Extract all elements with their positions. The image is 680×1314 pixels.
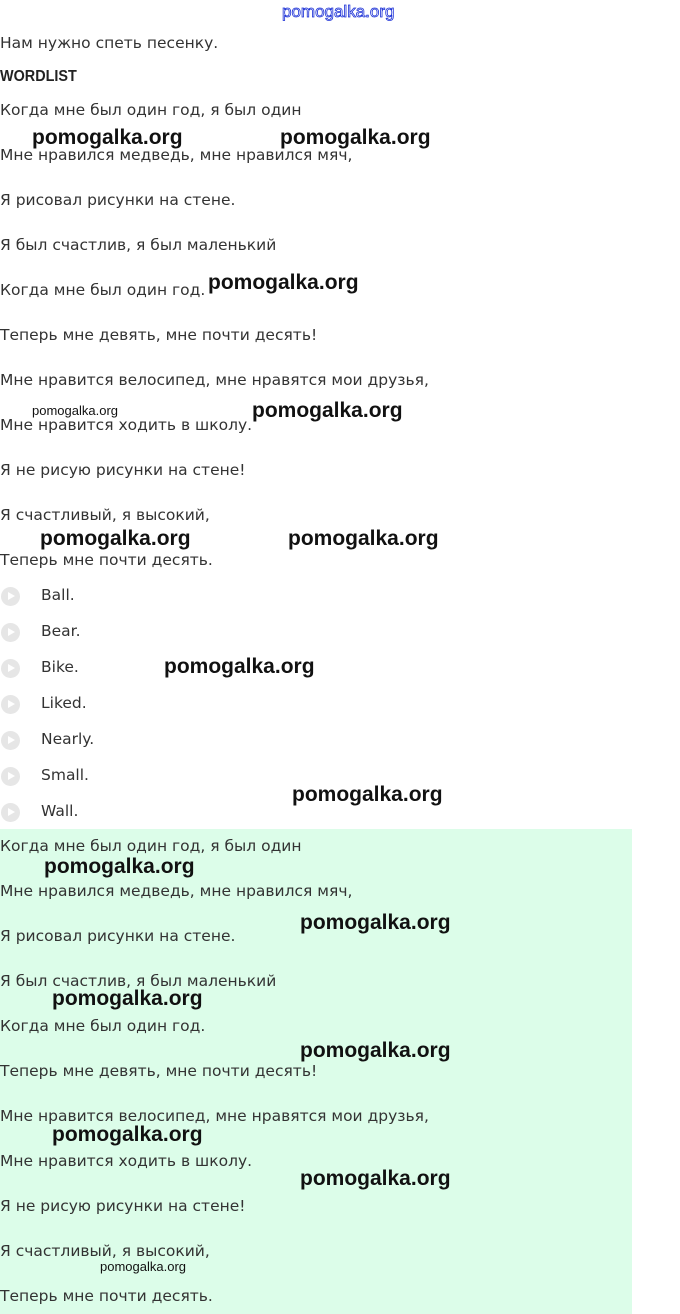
watermark: pomogalka.org <box>32 126 183 149</box>
answer-line: Когда мне был один год, я был один <box>0 837 302 855</box>
word-item-nearly <box>0 730 200 752</box>
lyric-line: Мне нравится ходить в школу. <box>0 416 253 434</box>
lyric-line: Мне нравился медведь, мне нравился мяч, <box>0 146 353 164</box>
watermark: pomogalka.org <box>44 855 195 878</box>
lyric-line: Я счастливый, я высокий, <box>0 506 210 524</box>
word-item-wall <box>0 802 200 824</box>
intro-text: Нам нужно спеть песенку. <box>0 34 219 52</box>
lyric-line: Теперь мне почти десять. <box>0 551 213 569</box>
answer-line: Теперь мне почти десять. <box>0 1287 213 1305</box>
watermark: pomogalka.org <box>164 655 315 678</box>
word-label: Wall. <box>41 802 79 820</box>
play-icon[interactable] <box>1 623 20 642</box>
word-label: Liked. <box>41 694 87 712</box>
play-icon[interactable] <box>1 695 20 714</box>
play-icon[interactable] <box>1 659 20 678</box>
watermark: pomogalka.org <box>32 403 118 418</box>
watermark: pomogalka.org <box>40 527 191 550</box>
wordlist-heading: WORDLIST <box>0 68 77 85</box>
watermark: pomogalka.org <box>300 1039 451 1062</box>
word-item-bear <box>0 622 200 644</box>
word-item-ball <box>0 586 200 608</box>
watermark: pomogalka.org <box>288 527 439 550</box>
lyric-line: Когда мне был один год. <box>0 281 206 299</box>
lyric-line: Я не рисую рисунки на стене! <box>0 461 246 479</box>
answer-line: Я счастливый, я высокий, <box>0 1242 210 1260</box>
word-item-liked <box>0 694 200 716</box>
watermark: pomogalka.org <box>52 1123 203 1146</box>
word-label: Ball. <box>41 586 75 604</box>
play-icon[interactable] <box>1 731 20 750</box>
word-label: Bear. <box>41 622 81 640</box>
watermark: pomogalka.org <box>280 126 431 149</box>
watermark: pomogalka.org <box>292 783 443 806</box>
word-label: Bike. <box>41 658 79 676</box>
watermark: pomogalka.org <box>300 911 451 934</box>
answer-line: Я был счастлив, я был маленький <box>0 972 277 990</box>
watermark: pomogalka.org <box>100 1259 186 1274</box>
play-icon[interactable] <box>1 803 20 822</box>
answer-line: Я не рисую рисунки на стене! <box>0 1197 246 1215</box>
watermark: pomogalka.org <box>208 271 359 294</box>
lyric-line: Когда мне был один год, я был один <box>0 101 302 119</box>
lyric-line: Я рисовал рисунки на стене. <box>0 191 236 209</box>
answer-line: Когда мне был один год. <box>0 1017 206 1035</box>
word-label: Nearly. <box>41 730 95 748</box>
lyric-line: Я был счастлив, я был маленький <box>0 236 277 254</box>
lyric-line: Мне нравится велосипед, мне нравятся мои друзья, <box>0 371 429 389</box>
play-icon[interactable] <box>1 767 20 786</box>
watermark: pomogalka.org <box>252 399 403 422</box>
answer-line: Теперь мне девять, мне почти десять! <box>0 1062 318 1080</box>
lyric-line: Теперь мне девять, мне почти десять! <box>0 326 318 344</box>
watermark: pomogalka.org <box>52 987 203 1010</box>
top-watermark: pomogalka.org <box>282 2 395 21</box>
answer-line: Я рисовал рисунки на стене. <box>0 927 236 945</box>
answer-line: Мне нравится велосипед, мне нравятся мои друзья, <box>0 1107 429 1125</box>
answer-line: Мне нравится ходить в школу. <box>0 1152 253 1170</box>
word-label: Small. <box>41 766 89 784</box>
answer-line: Мне нравился медведь, мне нравился мяч, <box>0 882 353 900</box>
watermark: pomogalka.org <box>300 1167 451 1190</box>
word-item-small <box>0 766 200 788</box>
play-icon[interactable] <box>1 587 20 606</box>
